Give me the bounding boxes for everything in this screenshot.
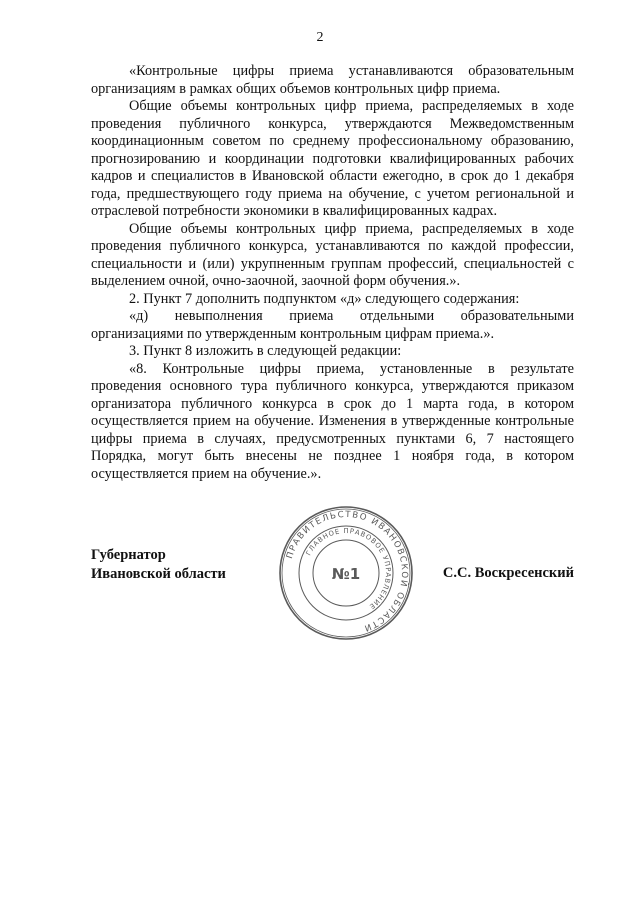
paragraph-5: «д) невыполнения приема отдельными образовательными организациями по утвержденным контрольным цифрам приема.».: [91, 308, 574, 342]
paragraph-1: «Контрольные цифры приема устанавливаются образовательным организациям в рамках общих объемов контрольных цифр приема.: [91, 63, 574, 97]
paragraph-3: Общие объемы контрольных цифр приема, распределяемых в ходе проведения публичного конкурса, устанавливаются по каждой профессии, специальности и (или) укрупненным группам профессий, специальностей с выделением очной, очно-заочной, заочной форм обучения.».: [91, 220, 574, 289]
signatory-title-line-1: Губернатор: [91, 547, 166, 563]
signatory-title: [91, 546, 226, 583]
seal-number: №1: [331, 565, 361, 583]
paragraph-7: «8. Контрольные цифры приема, установленные в результате проведения основного тура публичного конкурса, утверждаются приказом организатора публичного конкурса в срок до 1 марта года, в котором осуществляется прием на обучение. Изменения в утвержденные контрольные цифры приема в случаях, предусмотренных пунктами 6, 7 настоящего Порядка, могут быть внесены не позднее 1 ноября года, в котором осуществляется прием на обучение.».: [91, 360, 574, 482]
signatory-name: С.С. Воскресенский: [442, 565, 574, 581]
official-seal: [278, 505, 414, 641]
page-number: 2: [316, 30, 324, 45]
paragraph-6: 3. Пункт 8 изложить в следующей редакции:: [129, 343, 402, 359]
paragraph-4: 2. Пункт 7 дополнить подпунктом «д» следующего содержания:: [129, 290, 520, 307]
seal-inner-text: ГЛАВНОЕ ПРАВОВОЕ УПРАВЛЕНИЕ: [304, 526, 393, 611]
seal-outer-text: ПРАВИТЕЛЬСТВО ИВАНОВСКОЙ ОБЛАСТИ: [284, 509, 410, 634]
body-text: [91, 63, 574, 483]
paragraph-2: Общие объемы контрольных цифр приема, распределяемых в ходе проведения публичного конкурса, утверждаются Межведомственным координационным советом по среднему профессиональному образованию, прогнозированию и координации подготовки квалифицированных рабочих кадров и специалистов в Ивановской области ежегодно, в срок до 1 декабря года, предшествующего году приема на обучение, с учетом региональной и отраслевой потребности экономики в квалифицированных кадрах.: [91, 98, 574, 219]
signatory-title-line-2: Ивановской области: [91, 565, 226, 582]
